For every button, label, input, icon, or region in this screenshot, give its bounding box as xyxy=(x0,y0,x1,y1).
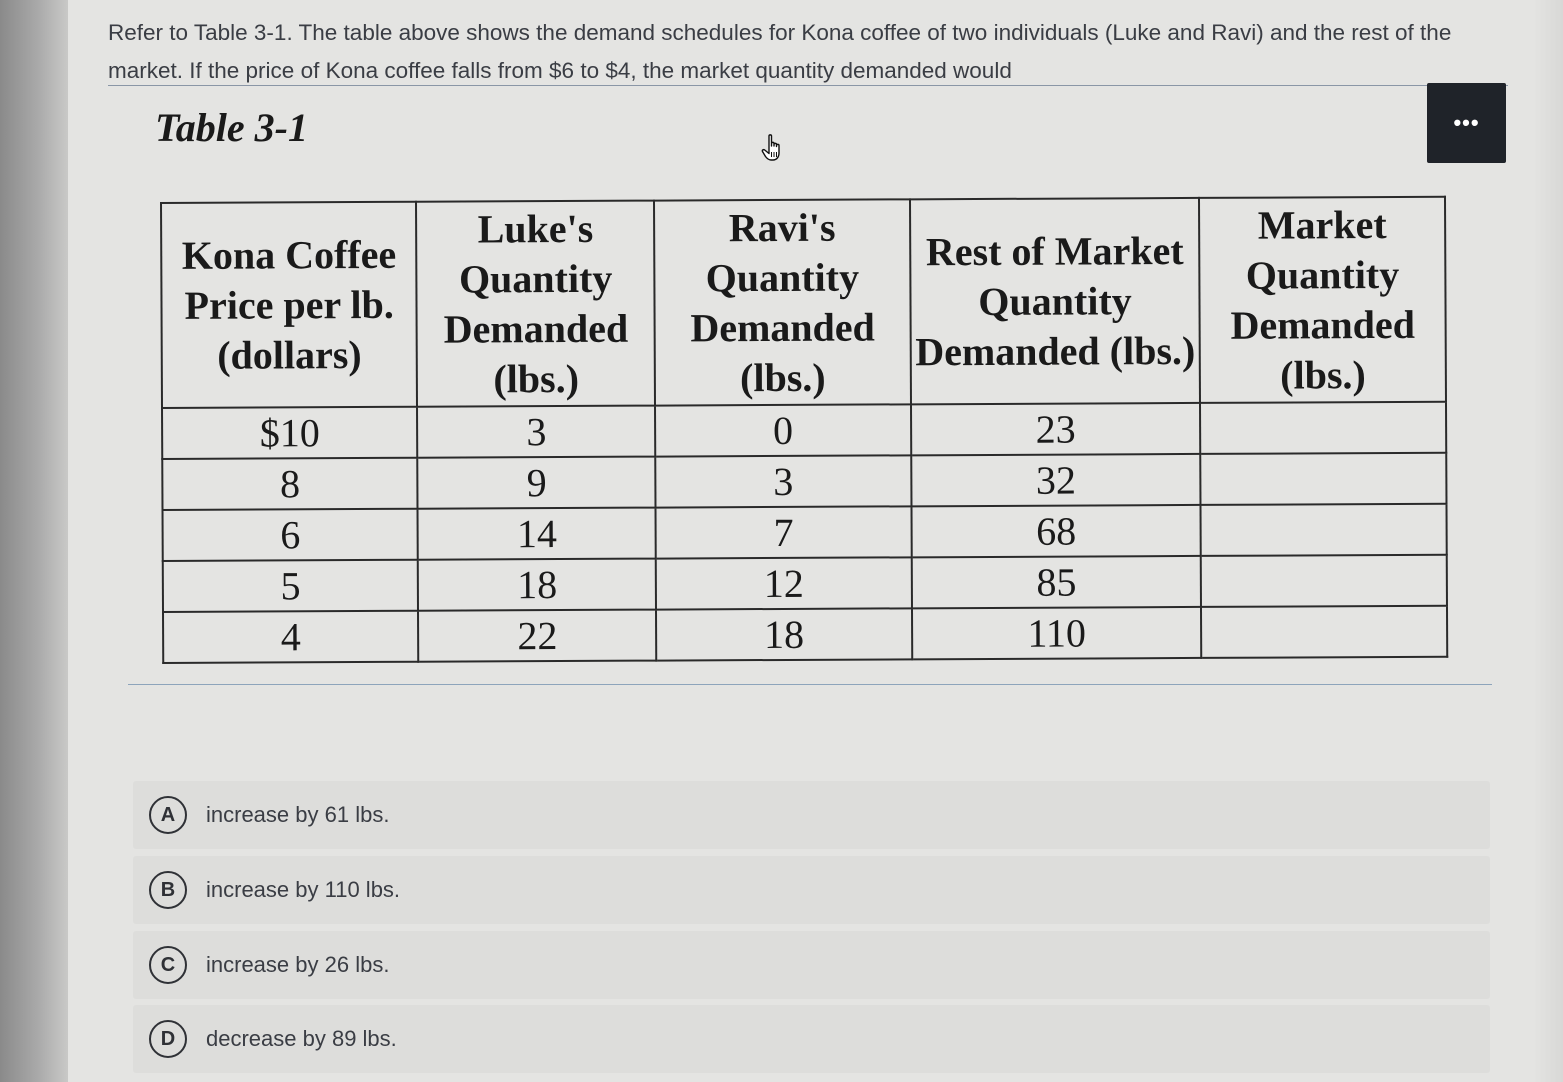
cell-market xyxy=(1200,402,1446,454)
option-text: increase by 61 lbs. xyxy=(206,802,390,827)
table-header-row xyxy=(161,197,1446,408)
option-letter-badge: A xyxy=(149,796,187,834)
cell-luke: 22 xyxy=(418,610,656,662)
cell-ravi: 12 xyxy=(656,557,912,609)
table-row xyxy=(163,504,1447,561)
cell-price: 5 xyxy=(163,560,419,612)
cell-luke: 14 xyxy=(418,508,656,560)
cell-price: 8 xyxy=(162,458,418,510)
cell-ravi: 7 xyxy=(656,506,912,558)
cell-market xyxy=(1201,555,1447,607)
option-letter-badge: B xyxy=(149,871,187,909)
table-title: Table 3-1 xyxy=(155,105,308,150)
cell-luke: 18 xyxy=(418,559,656,611)
header-price: Kona Coffee Price per lb. (dollars) xyxy=(161,202,417,408)
answer-option-c[interactable] xyxy=(133,931,1490,999)
cell-price: 6 xyxy=(163,509,419,561)
cell-market xyxy=(1201,504,1447,556)
header-market: Market Quantity Demanded (lbs.) xyxy=(1199,197,1446,403)
question-text: Refer to Table 3-1. The table above shows the demand schedules for Kona coffee of two individuals (Luke and Ravi) and the rest of the market. If the price of Kona coffee falls from $6 to $4, the market quantity demanded would xyxy=(108,20,1452,83)
demand-schedule-table xyxy=(160,196,1448,664)
cell-luke: 3 xyxy=(417,406,655,458)
answer-option-a[interactable] xyxy=(133,781,1490,849)
cell-rest: 32 xyxy=(911,454,1201,506)
header-rest-of-market: Rest of Market Quantity Demanded (lbs.) xyxy=(910,198,1200,404)
option-letter-badge: C xyxy=(149,946,187,984)
table-row xyxy=(162,402,1446,459)
option-text: increase by 26 lbs. xyxy=(206,952,390,977)
cell-market xyxy=(1201,453,1447,505)
header-ravi: Ravi's Quantity Demanded (lbs.) xyxy=(654,199,911,405)
monitor-bezel-left xyxy=(0,0,68,1082)
option-text: increase by 110 lbs. xyxy=(206,877,401,902)
option-letter-badge: D xyxy=(149,1020,187,1058)
hand-pointer-icon xyxy=(758,132,790,164)
cell-price: 4 xyxy=(163,611,419,663)
cell-luke: 9 xyxy=(418,457,656,509)
cell-rest: 110 xyxy=(912,607,1202,659)
header-luke: Luke's Quantity Demanded (lbs.) xyxy=(416,201,655,407)
cell-ravi: 3 xyxy=(655,455,911,507)
more-options-button[interactable]: ••• xyxy=(1427,83,1506,163)
question-divider xyxy=(108,85,1508,86)
table-row xyxy=(163,606,1447,663)
cell-rest: 85 xyxy=(912,556,1202,608)
scrollbar-track[interactable] xyxy=(1533,0,1563,1082)
cell-price: $10 xyxy=(162,407,418,459)
answer-option-b[interactable] xyxy=(133,856,1490,924)
cell-market xyxy=(1201,606,1447,658)
table-row xyxy=(163,555,1447,612)
answer-option-d[interactable] xyxy=(133,1005,1490,1073)
cell-rest: 68 xyxy=(911,505,1201,557)
answers-divider xyxy=(128,684,1492,685)
table-row xyxy=(162,453,1446,510)
cell-ravi: 0 xyxy=(655,404,911,456)
option-text: decrease by 89 lbs. xyxy=(206,1026,397,1051)
cell-rest: 23 xyxy=(911,403,1201,455)
cell-ravi: 18 xyxy=(656,608,912,660)
